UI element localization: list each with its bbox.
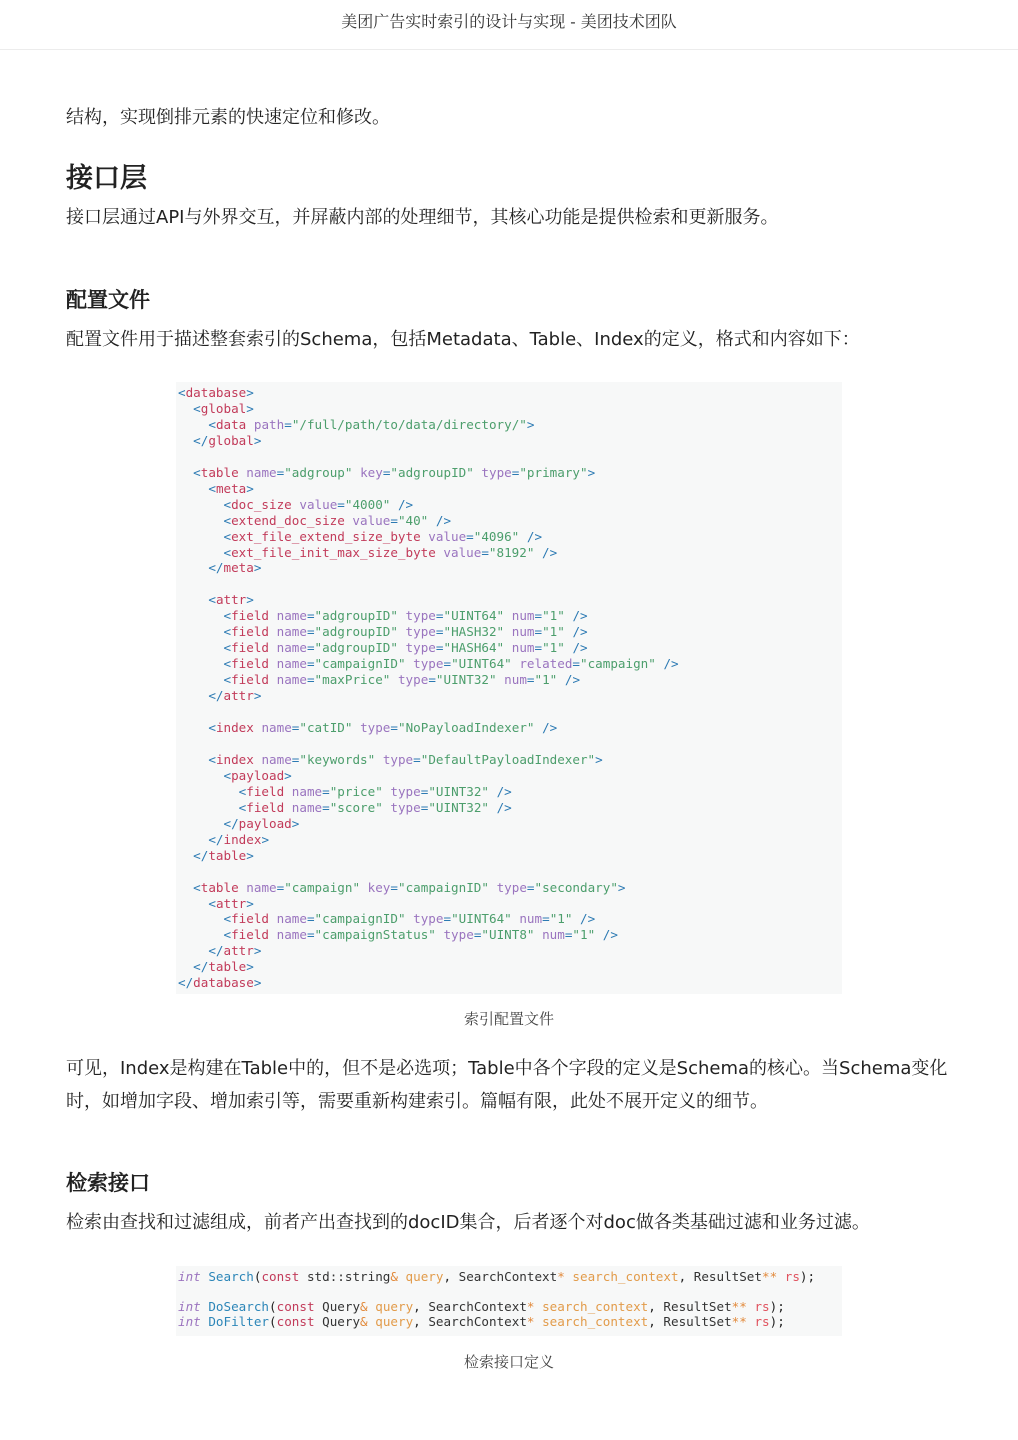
schema-paragraph: 可见，Index是构建在Table中的，但不是必选项；Table中各个字段的定义是Schema的核心。当Schema变化时，如增加字段、增加索引等，需要重新构建索引。篇幅有限，此处不展开定义的细节。 xyxy=(66,1058,948,1112)
intro-paragraph: 结构，实现倒排元素的快速定位和修改。 xyxy=(66,107,390,128)
interface-layer-paragraph: 接口层通过API与外界交互，并屏蔽内部的处理细节，其核心功能是提供检索和更新服务。 xyxy=(66,207,779,228)
page-header xyxy=(0,0,1018,50)
heading-search-interface: 检索接口 xyxy=(66,1171,150,1195)
heading-interface-layer: 接口层 xyxy=(66,163,147,194)
search-caption: 检索接口定义 xyxy=(463,1353,554,1371)
search-code-block xyxy=(176,1266,842,1336)
search-code: int Search(const std::string& query, SearchContext* search_context, ResultSet** rs); int DoSearch(const Query& query, SearchContext* search_context, ResultSet** rs); int DoFilter(const Query& query, SearchContext* search_context, ResultSet** rs); xyxy=(178,1269,816,1329)
search-interface-paragraph: 检索由查找和过滤组成，前者产出查找到的docID集合，后者逐个对doc做各类基础过滤和业务过滤。 xyxy=(66,1212,870,1233)
config-caption: 索引配置文件 xyxy=(463,1010,554,1028)
config-code: <database> <global> <data path="/full/path/to/data/directory/"> </global> <table name="adgroup" key="adgroupID" type="primary"> <meta> <doc_size value="4000" /> <extend_doc_size value="40" /> <ext_file_extend_size_byte value="4096" /> <ext_file_init_max_size_byte value="8192" /> </meta> <attr> <field name="adgroupID" type="UINT64" num="1" /> <field name="adgroupID" type="HASH32" num="1" /> <field name="adgroupID" type="HASH64" num="1" /> <field name="campaignID" type="UINT64" related="campaign" /> <field name="maxPrice" type="UINT32" num="1" /> </attr> <index name="catID" type="NoPayloadIndexer" /> <index name="keywords" type="DefaultPayloadIndexer"> <payload> <field name="price" type="UINT32" /> <field name="score" type="UINT32" /> </payload> </index> </table> <table name="campaign" key="campaignID" type="secondary"> <attr> <field name="campaignID" type="UINT64" num="1" /> <field name="campaignStatus" type="UINT8" num="1" /> </attr> </table> </database> xyxy=(178,385,679,991)
config-code-block xyxy=(176,382,842,994)
page-header-title: 美团广告实时索引的设计与实现 - 美团技术团队 xyxy=(341,12,677,31)
heading-config-file: 配置文件 xyxy=(66,288,150,312)
config-file-paragraph: 配置文件用于描述整套索引的Schema，包括Metadata、Table、Index的定义，格式和内容如下： xyxy=(66,329,860,350)
